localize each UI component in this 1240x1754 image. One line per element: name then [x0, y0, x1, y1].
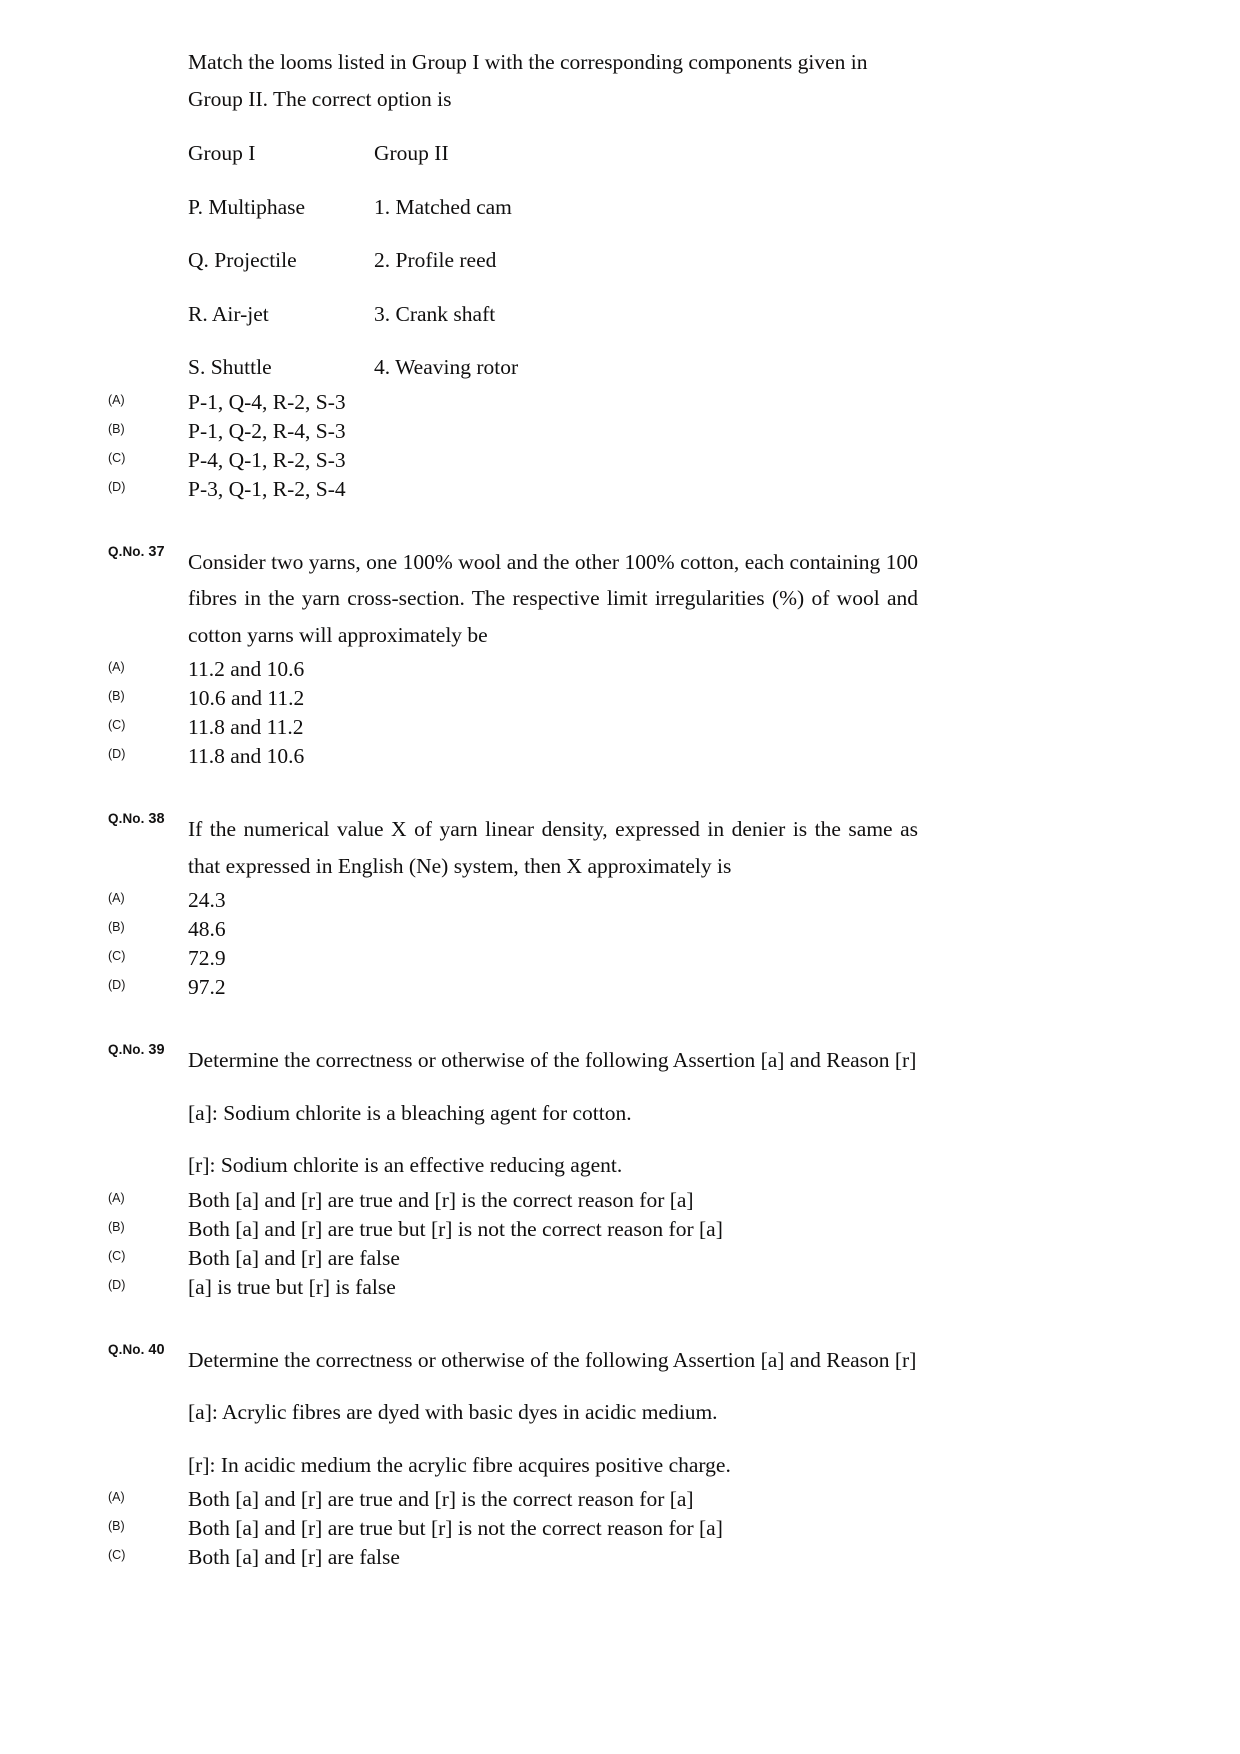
group-i-item: Q. Projectile: [188, 248, 297, 272]
option-text-a: Both [a] and [r] are true and [r] is the correct reason for [a]: [188, 1487, 694, 1511]
option-letter-d: (D): [108, 747, 126, 761]
option-letter-c: (C): [108, 1548, 126, 1562]
option-row[interactable]: [108, 684, 918, 713]
question-39-assertion: [a]: Sodium chlorite is a bleaching agent for cotton.: [188, 1100, 632, 1125]
option-row[interactable]: [108, 1543, 918, 1572]
question-40-label: [108, 1342, 184, 1359]
group-i-item: R. Air-jet: [188, 301, 269, 326]
option-letter-d: (D): [108, 978, 126, 992]
page-content: [108, 44, 918, 1572]
option-text-d: 11.8 and 10.6: [188, 744, 305, 768]
option-row[interactable]: [108, 1485, 918, 1514]
option-letter-c: (C): [108, 1248, 126, 1263]
question-37-stem: Consider two yarns, one 100% wool and the other 100% cotton, each containing 100 fibres in the yarn cross-section. The respective limit irregularities (%) of wool and cotton yarns will approximately be: [188, 549, 918, 647]
group-match-table: [188, 135, 918, 386]
question-40-number: 40: [148, 1341, 165, 1358]
option-letter-b: (B): [108, 1219, 125, 1234]
group-i-item: S. Shuttle: [188, 355, 272, 379]
question-40-label-prefix: Q.No.: [108, 1341, 145, 1357]
option-row[interactable]: [108, 446, 918, 475]
question-40-options: [108, 1485, 918, 1572]
option-letter-c: (C): [108, 949, 126, 963]
question-39-stem: Determine the correctness or otherwise of the following Assertion [a] and Reason [r]: [188, 1048, 917, 1072]
group-table-row: [188, 189, 918, 226]
option-row[interactable]: [108, 1514, 918, 1543]
group-table-row: [188, 349, 918, 386]
question-39-reason: [r]: Sodium chlorite is an effective reducing agent.: [188, 1153, 623, 1177]
group-i-header: Group I: [188, 141, 256, 165]
question-40-reason: [r]: In acidic medium the acrylic fibre acquires positive charge.: [188, 1452, 731, 1477]
option-letter-c: (C): [108, 450, 126, 465]
question-39-label: [108, 1042, 184, 1059]
question-block-40: [108, 1342, 918, 1573]
option-letter-a: (A): [108, 1490, 125, 1504]
question-37-label: [108, 544, 184, 561]
option-row[interactable]: [108, 1244, 918, 1273]
option-letter-c: (C): [108, 718, 126, 732]
option-letter-b: (B): [108, 421, 125, 436]
option-text-b: P-1, Q-2, R-4, S-3: [188, 418, 346, 443]
option-row[interactable]: [108, 973, 918, 1002]
group-ii-header: Group II: [374, 141, 449, 165]
spacer: [108, 504, 918, 544]
question-block-38: [108, 811, 918, 1002]
option-row[interactable]: [108, 417, 918, 446]
question-block-37: [108, 544, 918, 772]
group-ii-item: 2. Profile reed: [374, 248, 497, 272]
option-letter-b: (B): [108, 1519, 125, 1533]
option-row[interactable]: [108, 944, 918, 973]
option-text-c: Both [a] and [r] are false: [188, 1545, 400, 1569]
option-letter-d: (D): [108, 479, 126, 494]
option-text-c: 11.8 and 11.2: [188, 715, 304, 739]
option-text-a: Both [a] and [r] are true and [r] is the correct reason for [a]: [188, 1187, 694, 1212]
group-table-header-row: [188, 135, 918, 172]
spacer: [108, 1302, 918, 1342]
group-ii-item: 1. Matched cam: [374, 194, 512, 219]
group-i-item: P. Multiphase: [188, 194, 306, 219]
option-row[interactable]: [108, 742, 918, 771]
option-row[interactable]: [108, 1186, 918, 1215]
question-39-label-prefix: Q.No.: [108, 1042, 145, 1057]
option-text-c: P-4, Q-1, R-2, S-3: [188, 447, 346, 472]
question-block-39: [108, 1042, 918, 1302]
option-row[interactable]: [108, 475, 918, 504]
question-40-body: [188, 1342, 918, 1484]
option-letter-b: (B): [108, 689, 125, 703]
option-letter-a: (A): [108, 660, 125, 674]
option-text-a: P-1, Q-4, R-2, S-3: [188, 389, 346, 414]
question-38-number: 38: [148, 811, 165, 827]
question-38-options: [108, 886, 918, 1002]
question-36-stem-line1: Match the looms listed in Group I with the corresponding components given in: [188, 50, 868, 74]
question-36-body: [188, 44, 918, 386]
option-letter-a: (A): [108, 1190, 125, 1205]
group-ii-item: 4. Weaving rotor: [374, 355, 519, 379]
option-row[interactable]: [108, 713, 918, 742]
option-letter-b: (B): [108, 920, 125, 934]
question-38-label: [108, 811, 184, 828]
option-text-b: 10.6 and 11.2: [188, 686, 305, 710]
question-39-options: [108, 1186, 918, 1302]
question-38-label-prefix: Q.No.: [108, 811, 145, 826]
option-row[interactable]: [108, 388, 918, 417]
option-text-a: 24.3: [188, 888, 226, 912]
option-text-d: [a] is true but [r] is false: [188, 1274, 396, 1299]
question-40-stem: Determine the correctness or otherwise of the following Assertion [a] and Reason [r]: [188, 1347, 917, 1372]
question-36-options: [108, 388, 918, 504]
option-text-b: 48.6: [188, 917, 226, 941]
question-37-number: 37: [148, 543, 165, 560]
option-text-b: Both [a] and [r] are true but [r] is not the correct reason for [a]: [188, 1216, 723, 1241]
group-table-row: [188, 242, 918, 279]
option-row[interactable]: [108, 1215, 918, 1244]
option-row[interactable]: [108, 886, 918, 915]
question-38-body: [188, 811, 918, 884]
option-letter-a: (A): [108, 392, 125, 407]
option-text-a: 11.2 and 10.6: [188, 657, 305, 681]
group-table-row: [188, 296, 918, 333]
option-text-c: 72.9: [188, 946, 226, 970]
option-row[interactable]: [108, 1273, 918, 1302]
question-39-number: 39: [148, 1042, 165, 1058]
option-letter-d: (D): [108, 1277, 126, 1292]
question-37-label-prefix: Q.No.: [108, 543, 145, 559]
question-37-body: [188, 544, 918, 654]
question-40-assertion: [a]: Acrylic fibres are dyed with basic dyes in acidic medium.: [188, 1400, 718, 1424]
option-text-d: 97.2: [188, 975, 226, 999]
option-text-d: P-3, Q-1, R-2, S-4: [188, 476, 346, 501]
option-row[interactable]: [108, 915, 918, 944]
group-ii-item: 3. Crank shaft: [374, 301, 496, 326]
question-39-body: [188, 1042, 918, 1184]
question-37-options: [108, 655, 918, 771]
spacer: [108, 771, 918, 811]
question-36-stem: [188, 44, 918, 117]
option-text-b: Both [a] and [r] are true but [r] is not the correct reason for [a]: [188, 1516, 723, 1540]
option-text-c: Both [a] and [r] are false: [188, 1245, 400, 1270]
option-row[interactable]: [108, 655, 918, 684]
spacer: [108, 1002, 918, 1042]
question-36-stem-line2: Group II. The correct option is: [188, 86, 452, 111]
question-block-36: [108, 44, 918, 504]
question-38-stem: If the numerical value X of yarn linear density, expressed in denier is the same as that expressed in English (Ne) system, then X approximately is: [188, 817, 918, 878]
option-letter-a: (A): [108, 891, 125, 905]
